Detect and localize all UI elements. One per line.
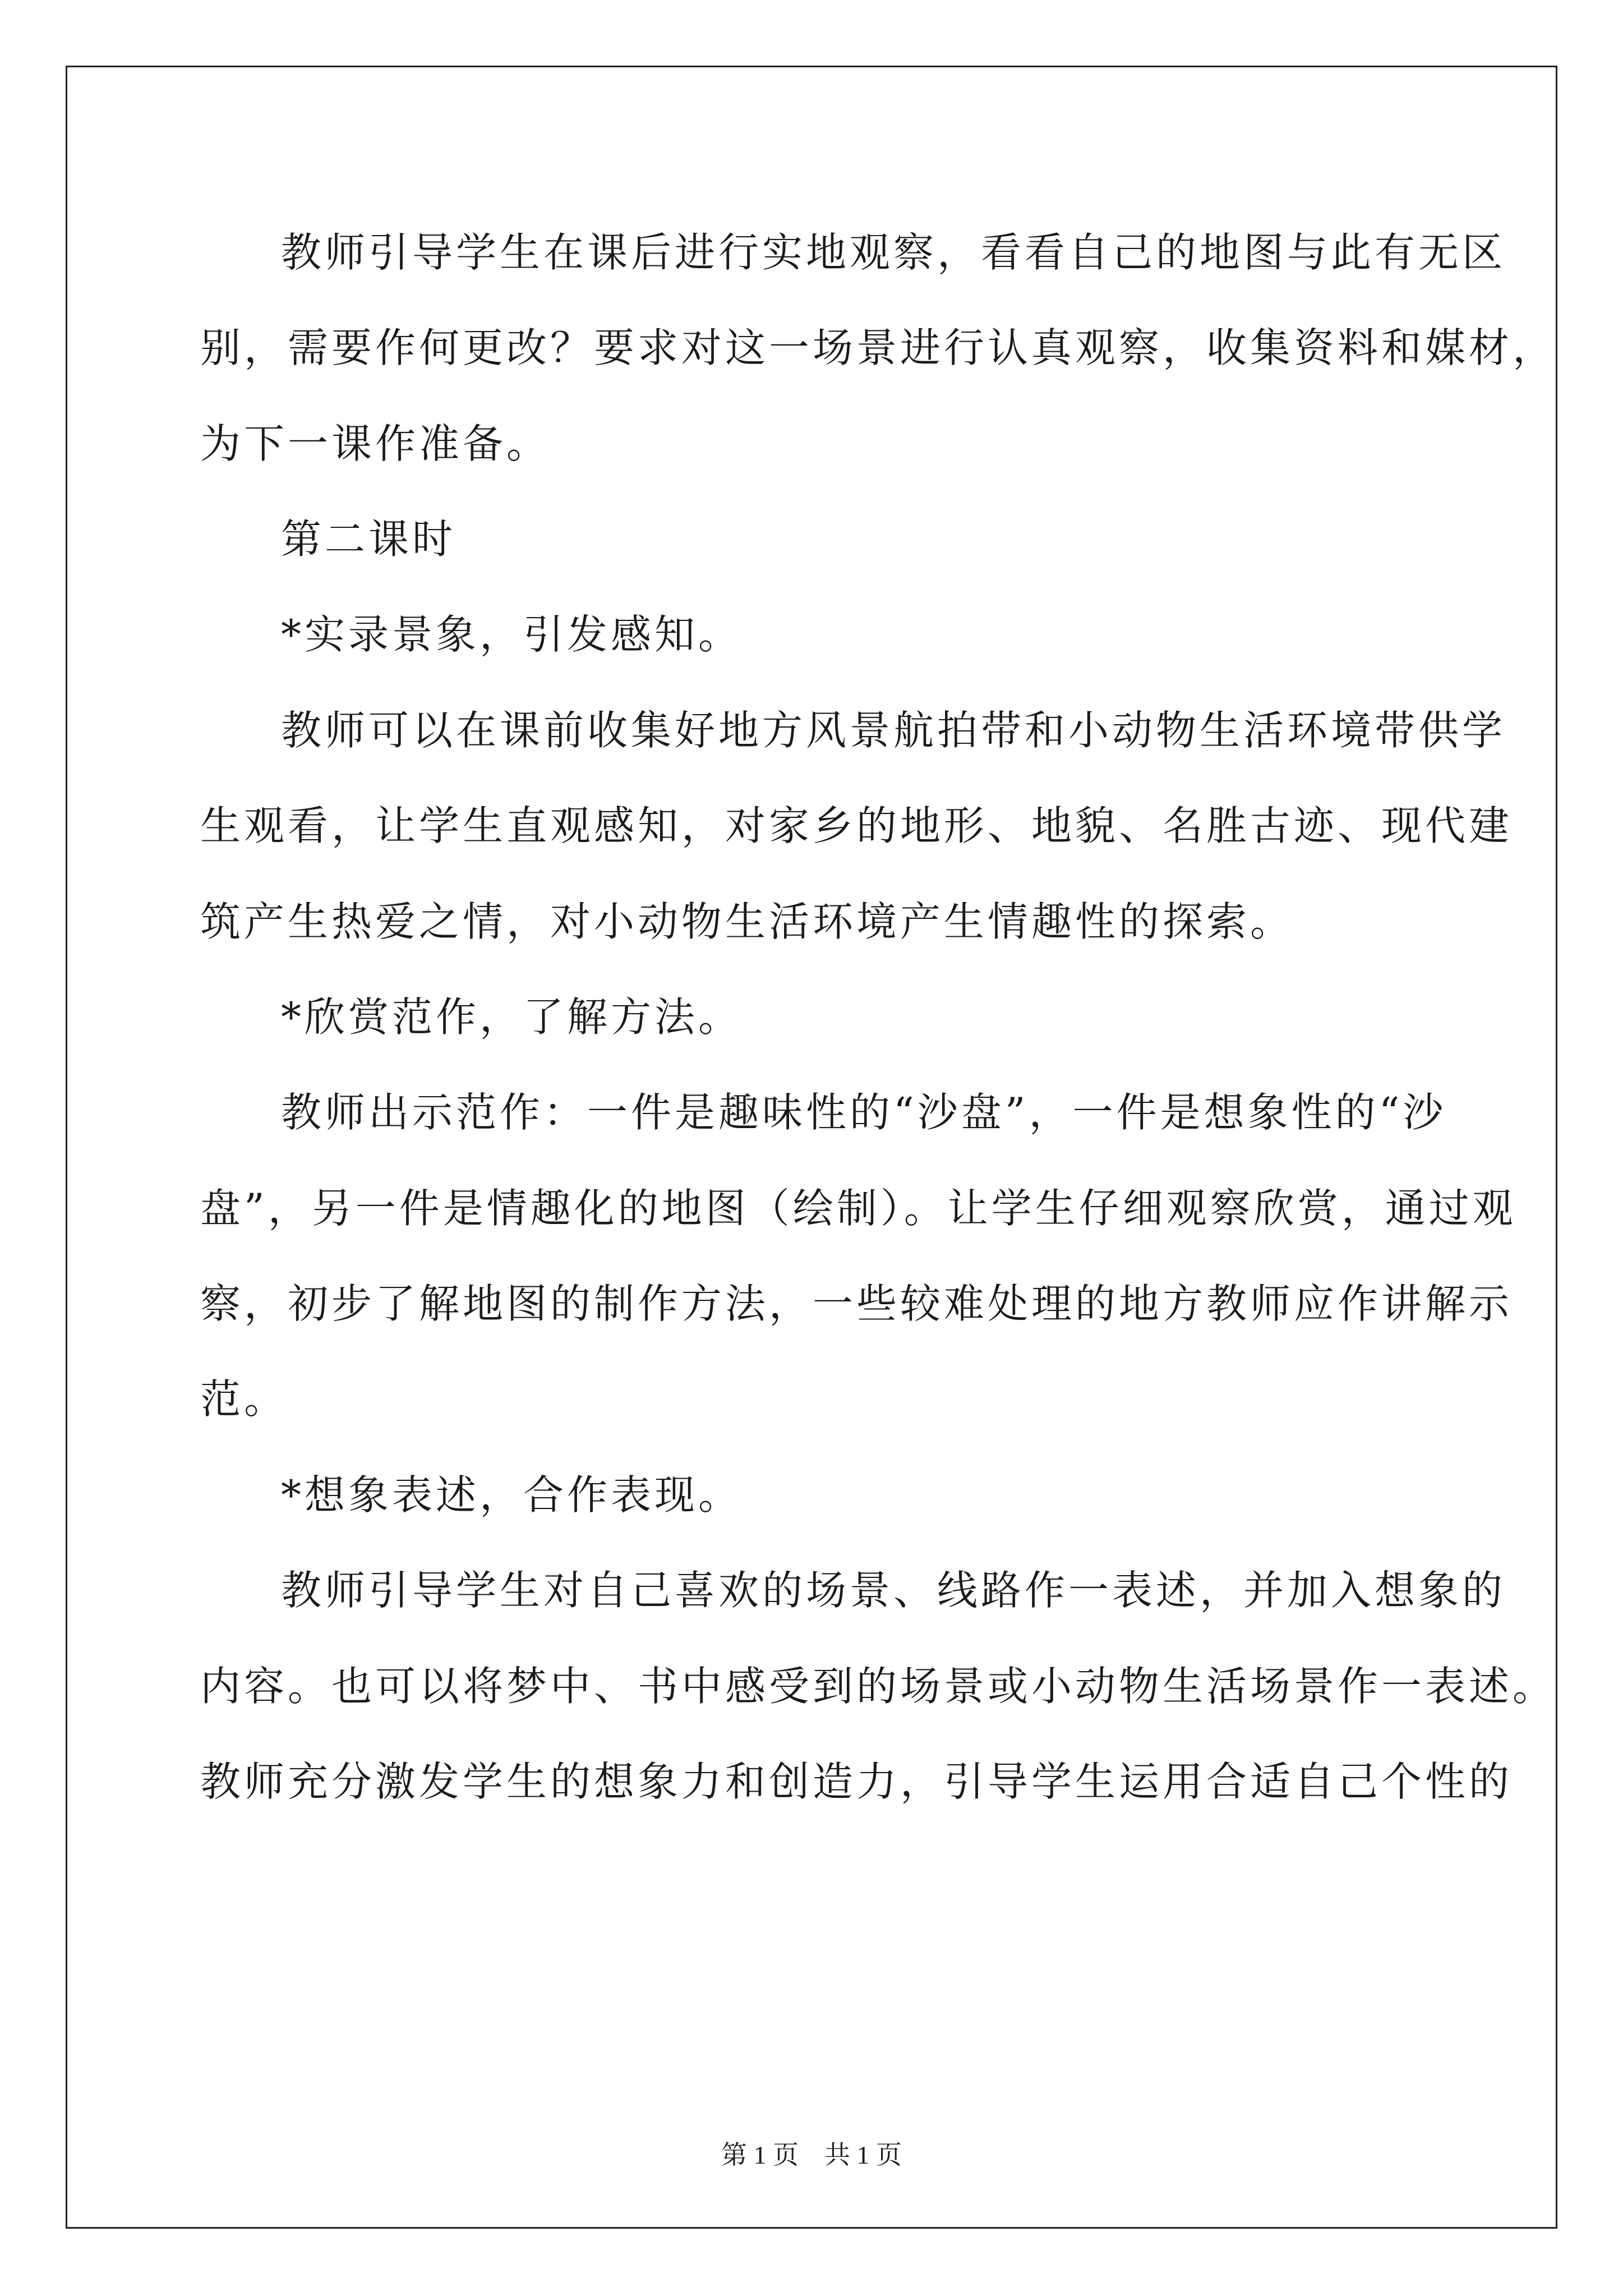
- paragraph-line: 生观看，让学生直观感知，对家乡的地形、地貌、名胜古迹、现代建: [200, 802, 1513, 849]
- paragraph-line: 察，初步了解地图的制作方法，一些较难处理的地方教师应作讲解示: [200, 1280, 1513, 1327]
- paragraph-line: 教师出示范作：一件是趣味性的“沙盘”，一件是想象性的“沙: [281, 1089, 1447, 1136]
- paragraph-line: 盘”，另一件是情趣化的地图（绘制）。让学生仔细观察欣赏，通过观: [200, 1185, 1516, 1232]
- paragraph-line: 内容。也可以将梦中、书中感受到的场景或小动物生活场景作一表述。: [200, 1663, 1557, 1710]
- paragraph-line: 教师充分激发学生的想象力和创造力，引导学生运用合适自己个性的: [200, 1758, 1513, 1805]
- paragraph-line: 范。: [200, 1375, 288, 1423]
- subsection-heading: *想象表述，合作表现。: [281, 1471, 743, 1519]
- paragraph-line: 筑产生热爱之情，对小动物生活环境产生情趣性的探索。: [200, 898, 1294, 945]
- subsection-heading: *实录景象，引发感知。: [281, 611, 743, 658]
- paragraph-line: 教师可以在课前收集好地方风景航拍带和小动物生活环境带供学: [281, 707, 1506, 754]
- page-number: 第 1 页 共 1 页: [721, 2141, 902, 2169]
- paragraph-line: 为下一课作准备。: [200, 420, 551, 467]
- page-border: [66, 66, 1557, 2229]
- paragraph-line: 教师引导学生在课后进行实地观察，看看自己的地图与此有无区: [281, 229, 1506, 276]
- section-heading: 第二课时: [281, 516, 457, 563]
- subsection-heading: *欣赏范作，了解方法。: [281, 993, 743, 1041]
- paragraph-line: 别，需要作何更改？要求对这一场景进行认真观察，收集资料和媒材，: [200, 324, 1557, 371]
- paragraph-line: 教师引导学生对自己喜欢的场景、线路作一表述，并加入想象的: [281, 1567, 1506, 1614]
